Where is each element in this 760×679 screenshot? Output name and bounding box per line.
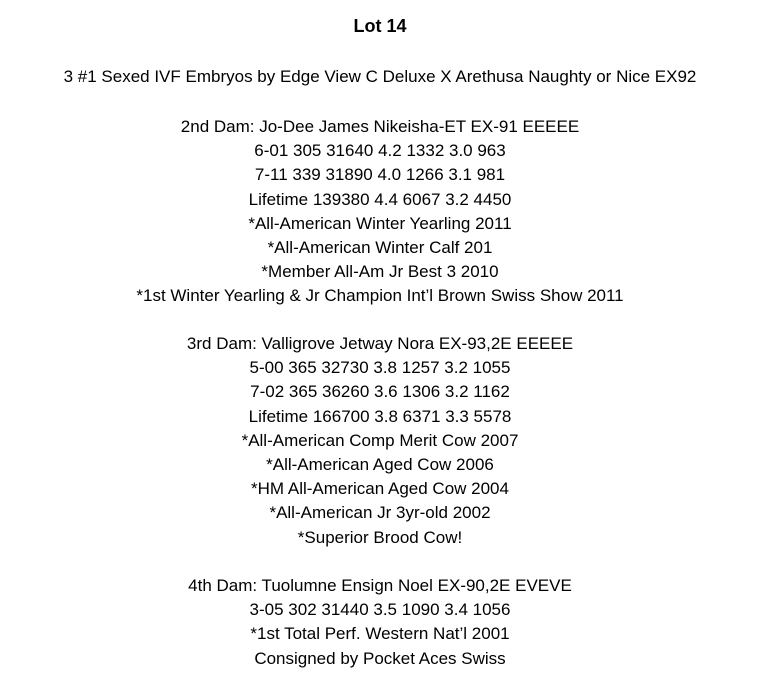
second-dam-record: 6-01 305 31640 4.2 1332 3.0 963 — [254, 141, 506, 161]
third-dam-lifetime: Lifetime 166700 3.8 6371 3.3 5578 — [248, 406, 512, 426]
second-dam-award: *Member All-Am Jr Best 3 2010 — [261, 262, 499, 282]
second-dam-award: *All-American Winter Yearling 2011 — [248, 213, 512, 233]
third-dam-award: *Superior Brood Cow! — [297, 527, 463, 547]
consignor-line: Consigned by Pocket Aces Swiss — [254, 648, 506, 668]
third-dam-section — [0, 332, 760, 550]
fourth-dam-award: *1st Total Perf. Western Nat’l 2001 — [250, 624, 510, 644]
second-dam-section — [0, 115, 760, 309]
lot-title: Lot 14 — [353, 16, 407, 36]
second-dam-record: 7-11 339 31890 4.0 1266 3.1 981 — [254, 165, 506, 185]
second-dam-heading: 2nd Dam: Jo-Dee James Nikeisha-ET EX-91 EEEEE — [180, 117, 580, 136]
third-dam-award: *HM All-American Aged Cow 2004 — [251, 479, 509, 499]
fourth-dam-record: 3-05 302 31440 3.5 1090 3.4 1056 — [249, 600, 511, 620]
third-dam-award: *All-American Jr 3yr-old 2002 — [269, 503, 491, 523]
fourth-dam-section — [0, 574, 760, 671]
second-dam-award: *All-American Winter Calf 201 — [267, 237, 493, 257]
third-dam-record: 7-02 365 36260 3.6 1306 3.2 1162 — [250, 382, 510, 402]
third-dam-heading: 3rd Dam: Valligrove Jetway Nora EX-93,2E EEEEE — [186, 334, 574, 353]
second-dam-award: *1st Winter Yearling & Jr Champion Int’l Brown Swiss Show 2011 — [136, 286, 624, 306]
second-dam-lifetime: Lifetime 139380 4.4 6067 3.2 4450 — [248, 189, 512, 209]
fourth-dam-heading: 4th Dam: Tuolumne Ensign Noel EX-90,2E EVEVE — [188, 576, 572, 595]
lot-subtitle: 3 #1 Sexed IVF Embryos by Edge View C Deluxe X Arethusa Naughty or Nice EX92 — [63, 67, 697, 86]
third-dam-award: *All-American Comp Merit Cow 2007 — [241, 430, 519, 450]
third-dam-record: 5-00 365 32730 3.8 1257 3.2 1055 — [249, 358, 511, 378]
third-dam-award: *All-American Aged Cow 2006 — [266, 454, 494, 474]
